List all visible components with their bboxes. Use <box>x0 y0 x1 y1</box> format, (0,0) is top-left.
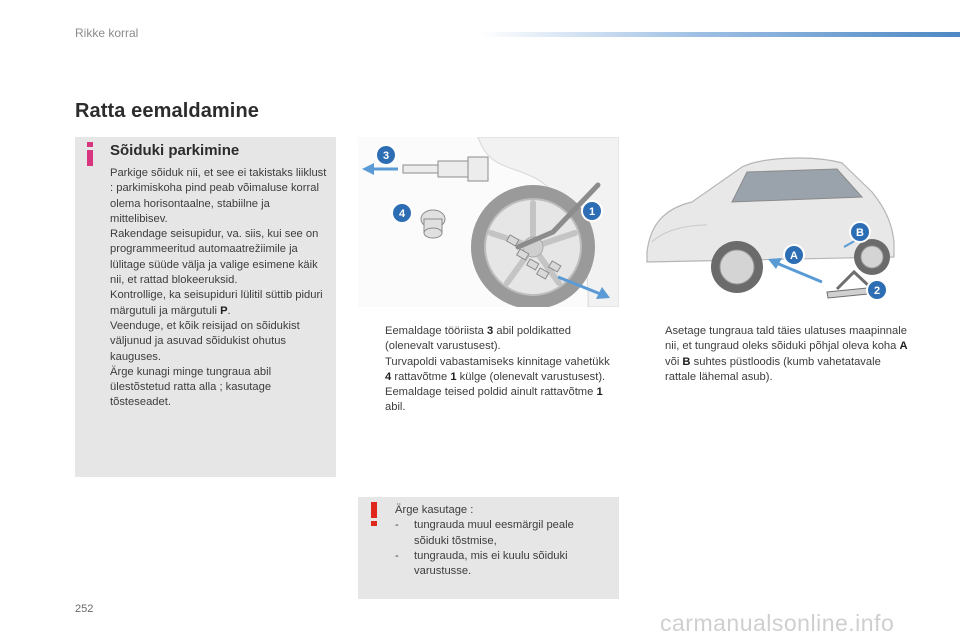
callout-3 <box>376 145 396 165</box>
callout-4-label: 4 <box>398 208 406 220</box>
callout-1-label: 1 <box>588 206 596 218</box>
step-item: Turvapoldi vabastamiseks kinnitage vahetükk 4 rattavõtme 1 külge (olenevalt varustusest). <box>385 355 610 383</box>
warning-item: - tungrauda, mis ei kuulu sõiduki varustusse. <box>395 549 568 578</box>
info-paragraph: Veenduge, et kõik reisijad on sõidukist väljunud ja asuvad sõidukist ohutus kauguses. <box>110 319 300 363</box>
warning-body <box>395 503 610 579</box>
info-title: Sõiduki parkimine <box>110 142 240 159</box>
steps-middle-column <box>362 324 612 416</box>
callout-a <box>784 245 804 265</box>
page-number: 252 <box>75 603 94 615</box>
step-item: Eemaldage tööriista 3 abil poldikatted (olenevalt varustusest). <box>385 325 571 353</box>
callout-b <box>850 222 870 242</box>
car-jack-illustration <box>622 137 902 307</box>
wheel-bolts-illustration <box>358 137 619 307</box>
info-paragraph: Kontrollige, ka seisupiduri lülitil süttib piduri märgutuli ja märgutuli P. <box>110 289 323 317</box>
callout-a-label: A <box>790 250 798 262</box>
callout-b-label: B <box>856 227 864 239</box>
warning-icon <box>370 502 378 526</box>
callout-1 <box>582 201 602 221</box>
info-paragraph: Ärge kunagi minge tungraua abil ülestõstetud ratta alla ; kasutage tõsteseadet. <box>110 365 272 409</box>
warning-item: - tungrauda muul eesmärgil peale sõiduki tõstmise, <box>395 519 574 547</box>
watermark: carmanualsonline.info <box>660 610 895 636</box>
step-item: Eemaldage teised poldid ainult rattavõtme 1 abil. <box>385 386 603 414</box>
callout-2-label: 2 <box>873 285 881 297</box>
warning-intro: Ärge kasutage : <box>395 504 474 516</box>
step-item: Asetage tungraua tald täies ulatuses maapinnale nii, et tungraud oleks sõiduki põhjal oleva koha A või B suhtes püstloodis (kumb vahetatavale rattale lähemal asub). <box>665 325 908 383</box>
callout-4 <box>392 203 412 223</box>
callout-3-label: 3 <box>382 150 390 162</box>
section-header: Rikke korral <box>75 26 139 40</box>
info-icon <box>85 142 95 166</box>
page-title: Ratta eemaldamine <box>75 100 259 122</box>
header-gradient-bar <box>480 32 960 37</box>
info-body <box>110 166 330 411</box>
steps-right-column <box>642 324 910 385</box>
info-paragraph: Rakendage seisupidur, va. siis, kui see on programmeeritud automaatrežiimile ja lülitage süüde välja ja valige esimene käik nii, et rattad blokeeruksid. <box>110 228 319 287</box>
callout-2 <box>867 280 887 300</box>
info-paragraph: Parkige sõiduk nii, et see ei takistaks liiklust : parkimiskoha pind peab võimaluse korral olema horisontaalne, stabiilne ja mittelibisev. <box>110 167 327 225</box>
